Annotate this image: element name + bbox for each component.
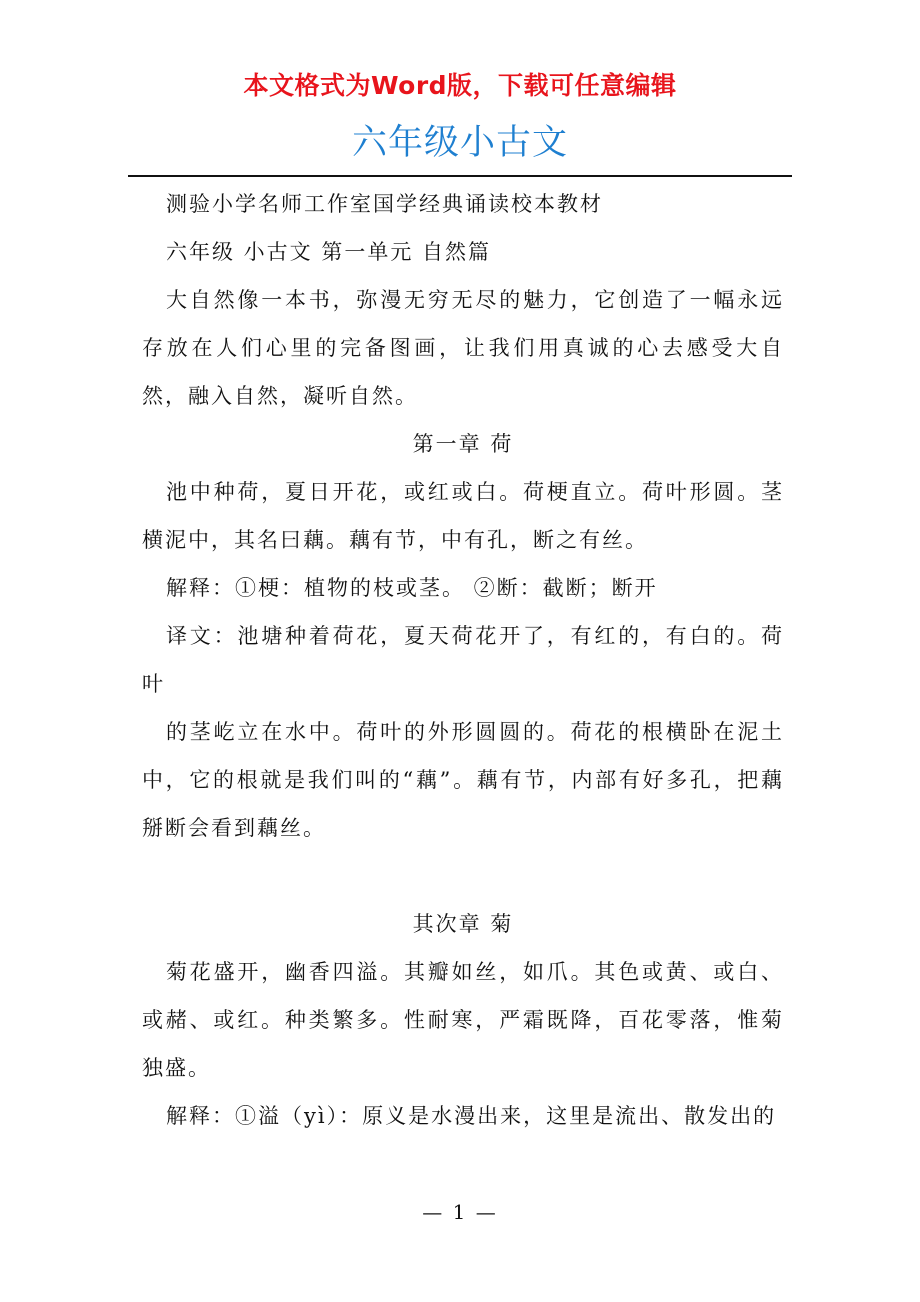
chapter-1-translation-start: 译文：池塘种着荷花，夏天荷花开了，有红的，有白的。荷叶 bbox=[142, 624, 784, 696]
chapter-1-translation-rest: 的茎屹立在水中。荷叶的外形圆圆的。荷花的根横卧在泥土中，它的根就是我们叫的“藕”。藕有节，内部有好多孔，把藕掰断会看到藕丝。 bbox=[142, 720, 784, 840]
intro-unit-line: 六年级 小古文 第一单元 自然篇 bbox=[166, 240, 492, 264]
chapter-2-heading: 其次章 菊 bbox=[412, 912, 514, 936]
download-banner: 本文格式为Word版，下载可任意编辑 bbox=[243, 71, 677, 100]
page-number: — 1 — bbox=[422, 1200, 498, 1224]
chapter-1-notes: 解释：①梗：植物的枝或茎。 ②断：截断；断开 bbox=[166, 576, 658, 600]
chapter-2-text: 菊花盛开，幽香四溢。其瓣如丝，如爪。其色或黄、或白、或赭、或红。种类繁多。性耐寒，严霜既降，百花零落，惟菊独盛。 bbox=[142, 960, 784, 1080]
chapter-1-heading: 第一章 荷 bbox=[412, 432, 514, 456]
header-divider bbox=[128, 175, 792, 177]
chapter-2-notes: 解释：①溢（yì）：原义是水漫出来，这里是流出、散发出的 bbox=[166, 1104, 777, 1128]
chapter-1-text: 池中种荷，夏日开花，或红或白。荷梗直立。荷叶形圆。茎横泥中，其名曰藕。藕有节，中有孔，断之有丝。 bbox=[142, 480, 784, 552]
section-spacer bbox=[142, 852, 784, 900]
document-body bbox=[142, 180, 784, 1140]
intro-textbook-line: 测验小学名师工作室国学经典诵读校本教材 bbox=[166, 192, 603, 216]
document-title: 六年级小古文 bbox=[351, 123, 568, 163]
intro-paragraph: 大自然像一本书，弥漫无穷无尽的魅力，它创造了一幅永远存放在人们心里的完备图画，让我们用真诚的心去感受大自然，融入自然，凝听自然。 bbox=[142, 288, 784, 408]
